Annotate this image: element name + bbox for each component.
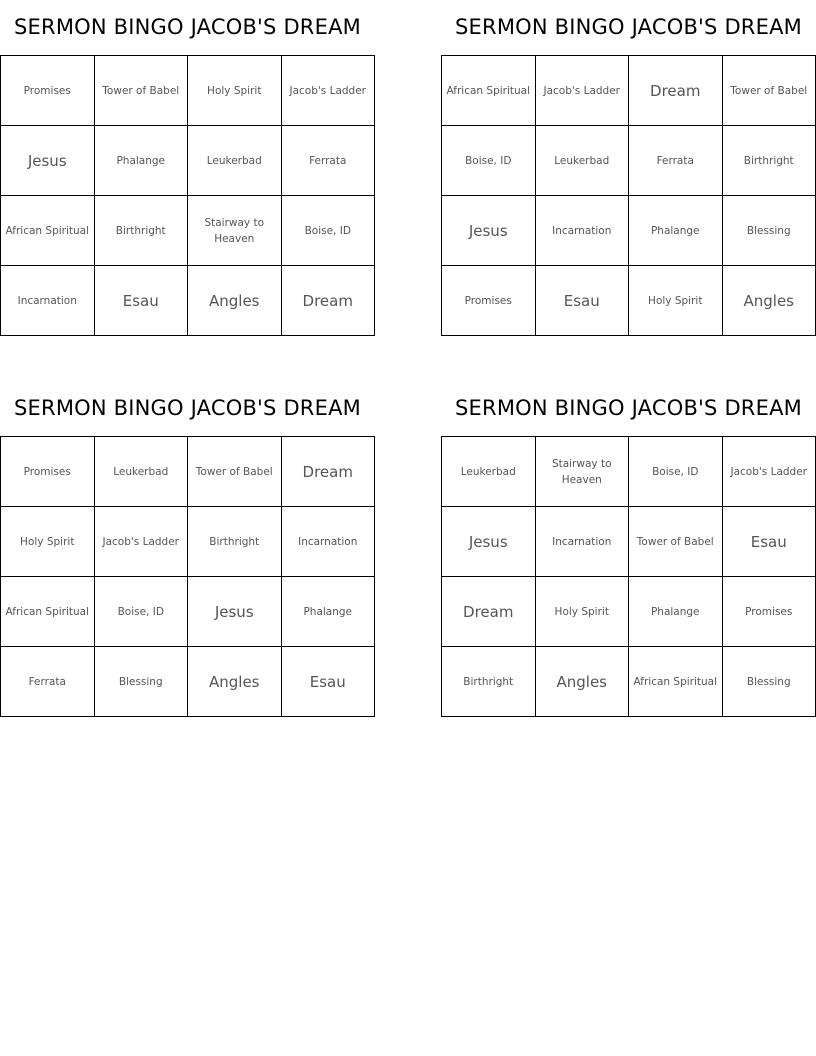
bingo-cell: African Spiritual: [1, 196, 95, 266]
bingo-cell: Tower of Babel: [723, 56, 816, 126]
bingo-cell: Tower of Babel: [188, 437, 282, 507]
bingo-cell: Jacob's Ladder: [723, 437, 816, 507]
bingo-cell: Ferrata: [1, 647, 95, 717]
bingo-cell: Boise, ID: [282, 196, 376, 266]
bingo-cell: Phalange: [629, 577, 723, 647]
bingo-card-1: [0, 0, 375, 336]
bingo-card-3: [0, 381, 375, 717]
bingo-cell: Blessing: [723, 196, 816, 266]
bingo-cell: Ferrata: [629, 126, 723, 196]
card-title: SERMON BINGO JACOB'S DREAM: [14, 15, 361, 39]
bingo-cell: Stairway to Heaven: [536, 437, 630, 507]
bingo-cell: Phalange: [629, 196, 723, 266]
bingo-cell: Leukerbad: [95, 437, 189, 507]
bingo-cell: Holy Spirit: [1, 507, 95, 577]
bingo-cell: Incarnation: [1, 266, 95, 336]
bingo-cell: Angles: [188, 647, 282, 717]
bingo-cell: African Spiritual: [629, 647, 723, 717]
bingo-cell: African Spiritual: [1, 577, 95, 647]
bingo-cell: Birthright: [723, 126, 816, 196]
bingo-cell: Jacob's Ladder: [95, 507, 189, 577]
bingo-cell: Incarnation: [282, 507, 376, 577]
bingo-cell: Phalange: [282, 577, 376, 647]
bingo-cell: Holy Spirit: [629, 266, 723, 336]
bingo-cell: Promises: [723, 577, 816, 647]
bingo-cell: Angles: [723, 266, 816, 336]
bingo-grid: [441, 55, 816, 336]
bingo-cell: Ferrata: [282, 126, 376, 196]
bingo-cell: Boise, ID: [442, 126, 536, 196]
bingo-cell: Blessing: [95, 647, 189, 717]
card-title: SERMON BINGO JACOB'S DREAM: [14, 396, 361, 420]
bingo-cell: Dream: [282, 437, 376, 507]
bingo-cell: Boise, ID: [629, 437, 723, 507]
bingo-cell: Esau: [95, 266, 189, 336]
bingo-cell: Jesus: [1, 126, 95, 196]
bingo-grid: [0, 55, 375, 336]
bingo-cell: Esau: [282, 647, 376, 717]
bingo-cell: Esau: [723, 507, 816, 577]
bingo-cell: Tower of Babel: [629, 507, 723, 577]
bingo-cell: Boise, ID: [95, 577, 189, 647]
bingo-grid: [441, 436, 816, 717]
bingo-cell: Promises: [442, 266, 536, 336]
bingo-cell: Incarnation: [536, 196, 630, 266]
bingo-grid: [0, 436, 375, 717]
bingo-cell: Dream: [442, 577, 536, 647]
bingo-cell: Holy Spirit: [188, 56, 282, 126]
bingo-cell: Jacob's Ladder: [282, 56, 376, 126]
bingo-cell: Jesus: [442, 507, 536, 577]
bingo-cell: Promises: [1, 56, 95, 126]
bingo-cell: Incarnation: [536, 507, 630, 577]
bingo-card-4: [441, 381, 816, 717]
bingo-cell: Jacob's Ladder: [536, 56, 630, 126]
bingo-cell: Promises: [1, 437, 95, 507]
bingo-cell: Tower of Babel: [95, 56, 189, 126]
bingo-cell: Stairway to Heaven: [188, 196, 282, 266]
card-title: SERMON BINGO JACOB'S DREAM: [455, 15, 802, 39]
bingo-cell: Leukerbad: [188, 126, 282, 196]
bingo-cell: Leukerbad: [536, 126, 630, 196]
bingo-card-2: [441, 0, 816, 336]
bingo-cell: Birthright: [95, 196, 189, 266]
bingo-cell: Blessing: [723, 647, 816, 717]
bingo-cell: Leukerbad: [442, 437, 536, 507]
bingo-cell: Jesus: [188, 577, 282, 647]
bingo-cell: Phalange: [95, 126, 189, 196]
bingo-cell: African Spiritual: [442, 56, 536, 126]
bingo-cell: Birthright: [442, 647, 536, 717]
bingo-cell: Jesus: [442, 196, 536, 266]
bingo-cell: Birthright: [188, 507, 282, 577]
bingo-cell: Dream: [282, 266, 376, 336]
bingo-cell: Dream: [629, 56, 723, 126]
bingo-cell: Angles: [536, 647, 630, 717]
bingo-cell: Holy Spirit: [536, 577, 630, 647]
bingo-cell: Esau: [536, 266, 630, 336]
bingo-cell: Angles: [188, 266, 282, 336]
card-title: SERMON BINGO JACOB'S DREAM: [455, 396, 802, 420]
